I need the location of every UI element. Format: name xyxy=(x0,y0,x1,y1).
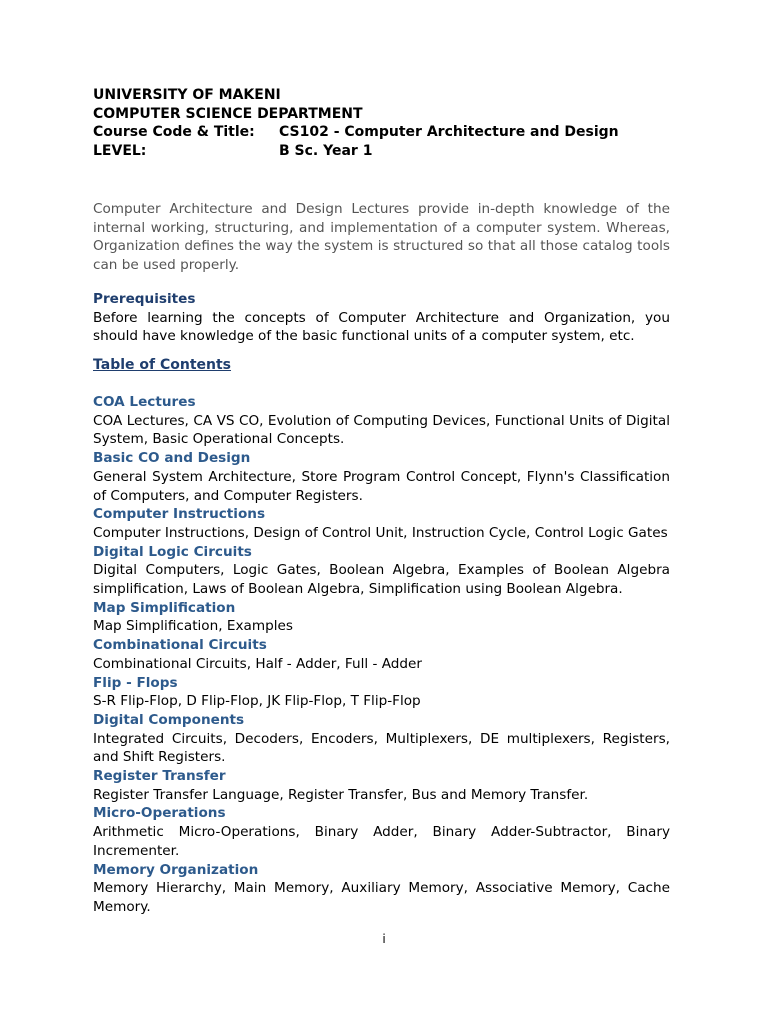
course-value: CS102 - Computer Architecture and Design xyxy=(279,124,619,140)
toc-section xyxy=(93,505,670,542)
toc-section xyxy=(93,804,670,860)
section-text: Digital Computers, Logic Gates, Boolean Algebra, Examples of Boolean Algebra simplification, Laws of Boolean Algebra, Simplification using Boolean Algebra. xyxy=(93,562,670,598)
document-page xyxy=(93,86,670,917)
toc-section xyxy=(93,861,670,917)
toc-section xyxy=(93,599,670,636)
section-title: Memory Organization xyxy=(93,861,259,878)
section-text: Register Transfer Language, Register Transfer, Bus and Memory Transfer. xyxy=(93,786,589,803)
toc-section xyxy=(93,711,670,767)
toc-section xyxy=(93,543,670,599)
prerequisites-heading: Prerequisites xyxy=(93,291,196,307)
level-label: LEVEL: xyxy=(93,142,147,159)
section-title: Flip - Flops xyxy=(93,674,178,691)
section-title: Register Transfer xyxy=(93,768,226,785)
university-name: UNIVERSITY OF MAKENI xyxy=(93,87,281,103)
course-label: Course Code & Title: xyxy=(93,124,255,140)
section-text: Memory Hierarchy, Main Memory, Auxiliary Memory, Associative Memory, Cache Memory. xyxy=(93,880,670,915)
section-text: General System Architecture, Store Program Control Concept, Flynn's Classification of Computers, and Computer Registers. xyxy=(93,468,670,504)
section-title: Computer Instructions xyxy=(93,506,266,523)
course-row xyxy=(93,123,670,142)
table-of-contents-heading: Table of Contents xyxy=(93,356,232,373)
level-value: B Sc. Year 1 xyxy=(279,142,373,159)
toc-section xyxy=(93,393,670,449)
section-text: Computer Instructions, Design of Control Unit, Instruction Cycle, Control Logic Gates xyxy=(93,524,668,541)
section-text: Combinational Circuits, Half - Adder, Full - Adder xyxy=(93,655,422,672)
section-title: Basic CO and Design xyxy=(93,450,251,467)
section-text: S-R Flip-Flop, D Flip-Flop, JK Flip-Flop, T Flip-Flop xyxy=(93,693,421,710)
toc-section xyxy=(93,449,670,505)
table-of-contents xyxy=(93,393,670,917)
level-row xyxy=(93,142,670,161)
toc-section xyxy=(93,674,670,711)
section-title: Digital Logic Circuits xyxy=(93,543,252,560)
intro-paragraph: Computer Architecture and Design Lectures provide in-depth knowledge of the internal working, structuring, and implementation of a computer system. Whereas, Organization defines the way the system is structured so that all those catalog tools can be used properly. xyxy=(93,201,670,273)
section-text: Map Simplification, Examples xyxy=(93,618,293,635)
section-title: Digital Components xyxy=(93,711,245,728)
section-text: Integrated Circuits, Decoders, Encoders, Multiplexers, DE multiplexers, Registers, and Shift Registers. xyxy=(93,730,670,766)
prerequisites-text: Before learning the concepts of Computer Architecture and Organization, you should have knowledge of the basic functional units of a computer system, etc. xyxy=(93,309,670,344)
section-text: COA Lectures, CA VS CO, Evolution of Computing Devices, Functional Units of Digital System, Basic Operational Concepts. xyxy=(93,412,670,448)
section-title: COA Lectures xyxy=(93,394,196,410)
page-number: i xyxy=(382,932,386,946)
section-text: Arithmetic Micro-Operations, Binary Adder, Binary Adder-Subtractor, Binary Incrementer. xyxy=(93,824,670,859)
department-name: COMPUTER SCIENCE DEPARTMENT xyxy=(93,105,363,122)
section-title: Combinational Circuits xyxy=(93,637,267,654)
toc-section xyxy=(93,767,670,804)
toc-section xyxy=(93,636,670,673)
section-title: Map Simplification xyxy=(93,599,236,616)
section-title: Micro-Operations xyxy=(93,805,226,822)
